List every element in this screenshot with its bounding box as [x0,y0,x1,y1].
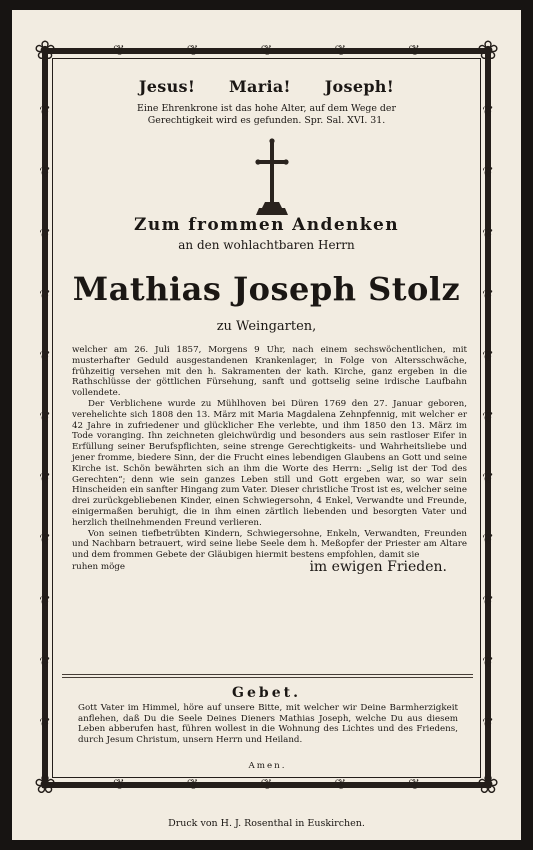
bible-verse-line-1: Eine Ehrenkrone ist das hohe Alter, auf dem Wege der [137,103,396,114]
obituary-text [72,345,467,573]
amen: Amen. [248,761,287,771]
name-joseph: Joseph! [324,77,395,96]
fleur-ornament-icon: ❦ [334,43,347,59]
closing-row [72,558,467,575]
deceased-name: Mathias Joseph Stolz [72,270,461,308]
divider-line [62,674,473,675]
fleur-ornament-icon: ❦ [39,471,51,488]
fleur-ornament-icon: ❦ [482,715,494,732]
prayer-text: Gott Vater im Himmel, höre auf unsere Bitte, mit welcher wir Deine Barmherzigkeit anflehen, daß Du die Seele Deines Dieners Mathias Joseph, welche Du aus diesem Leben abberufen hast, führen wollest in die Wohnung des Lichtes und des Friedens, durch Jesum Christum, unsern Herrn und Heiland. [78,703,458,745]
fleur-ornament-icon: ❦ [112,43,125,59]
obituary-paragraph-3: Von seinen tiefbetrübten Kindern, Schwiegersohne, Enkeln, Verwandten, Freunden und Nachbarn betrauert, wird seine liebe Seele dem h. Meßopfer der Priester am Altare und dem frommen Gebete der Gläubigen hiermit bestens empfohlen, damit sie [72,528,467,561]
obituary-paragraph-1: welcher am 26. Juli 1857, Morgens 9 Uhr, nach einem sechswöchentlichen, mit musterhafter Geduld ausgestandenen Krankenlager, in Folge von Altersschwäche, frühzeitig versehen mit den h. Sakramenten der kath. Kirche, ganz ergeben in die Rathschlüsse der göttlichen Fürsehung, sanft und gottselig seine irdische Laufbahn vollendete. [72,345,467,399]
honorific-line: an den wohlachtbaren Herrn [178,238,355,252]
bible-verse-line-2: Gerechtigkeit wird es gefunden. Spr. Sal. XVI. 31. [147,115,386,126]
corner-flourish-icon: ❀ [477,36,499,66]
fleur-ornament-icon: ❦ [482,165,494,182]
name-jesus: Jesus! [138,77,196,96]
printer-imprint: Druck von H. J. Rosenthal in Euskirchen. [168,818,365,829]
fleur-ornament-icon: ❦ [39,226,51,243]
remembrance-heading: Zum frommen Andenken [134,215,399,235]
corner-flourish-icon: ❀ [477,770,499,800]
obituary-paragraph-2: Der Verblichene wurde zu Mühlhoven bei Düren 1769 den 27. Januar geboren, verehelichte sich 1808 den 13. März mit Maria Magdalena Zehnpfennig, mit welcher er 42 Jahre in zufriedener und glücklicher Ehe verlebte, und ihm 1850 den 13. März im Tode voranging. Ihn zeichneten gleichwürdig und besonders aus sein rastloser Eifer in Erfüllung seiner Berufspflichten, seine strenge Gerechtigkeits- und Wahrheitsliebe und jener fromme, biedere Sinn, der die Frucht eines lebendigen Glaubens an Gott und seine Kirche ist. Schön bewährten sich an ihm die Worte des Herrn: „Selig ist der Tod des Gerechten“; denn wie sein ganzes Leben still und Gott ergeben war, so war sein Hinscheiden ein sanfter Hingang zum Vater. Dieser christliche Trost ist es, welcher seine drei zurückgebliebenen Kinder, einen Schwiegersohn, 4 Enkel, Verwandte und Freunde, einigermaßen beruhigt, die in ihm einen zärtlich liebenden und besorgten Vater und herzlich theilnehmenden Freund verlieren. [72,398,467,528]
fleur-ornament-icon: ❦ [482,348,494,365]
fleur-ornament-icon: ❦ [186,43,199,59]
fleur-ornament-icon: ❦ [408,43,421,59]
name-maria: Maria! [229,77,291,96]
divider-line [62,677,473,678]
corner-flourish-icon: ❀ [34,36,56,66]
rest-in-peace-phrase: im ewigen Frieden. [309,558,447,575]
fleur-ornament-icon: ❦ [260,43,273,59]
fleur-ornament-icon: ❦ [39,104,51,121]
fleur-ornament-icon: ❦ [39,593,51,610]
fleur-ornament-icon: ❦ [482,410,494,426]
fleur-ornament-icon: ❦ [112,777,125,793]
rest-phrase-start: ruhen möge [72,561,126,572]
fleur-ornament-icon: ❦ [39,348,51,365]
fleur-ornament-icon: ❦ [39,287,51,304]
corner-flourish-icon: ❀ [34,770,56,800]
fleur-ornament-icon: ❦ [482,471,494,488]
fleur-ornament-icon: ❦ [482,654,494,671]
fleur-ornament-icon: ❦ [334,777,347,793]
holy-names-line [60,77,473,96]
fleur-ornament-icon: ❦ [39,532,51,549]
cross-icon [255,138,289,224]
memorial-card [12,10,521,840]
prayer-title: Gebet. [232,685,301,701]
residence-line: zu Weingarten, [216,319,317,334]
fleur-ornament-icon: ❦ [408,777,421,793]
fleur-ornament-icon: ❦ [39,165,51,182]
fleur-ornament-icon: ❦ [260,777,273,793]
fleur-ornament-icon: ❦ [482,104,494,121]
fleur-ornament-icon: ❦ [482,226,494,243]
fleur-ornament-icon: ❦ [482,287,494,304]
fleur-ornament-icon: ❦ [39,410,51,426]
fleur-ornament-icon: ❦ [482,532,494,549]
fleur-ornament-icon: ❦ [482,593,494,610]
fleur-ornament-icon: ❦ [186,777,199,793]
fleur-ornament-icon: ❦ [39,715,51,732]
fleur-ornament-icon: ❦ [39,654,51,671]
